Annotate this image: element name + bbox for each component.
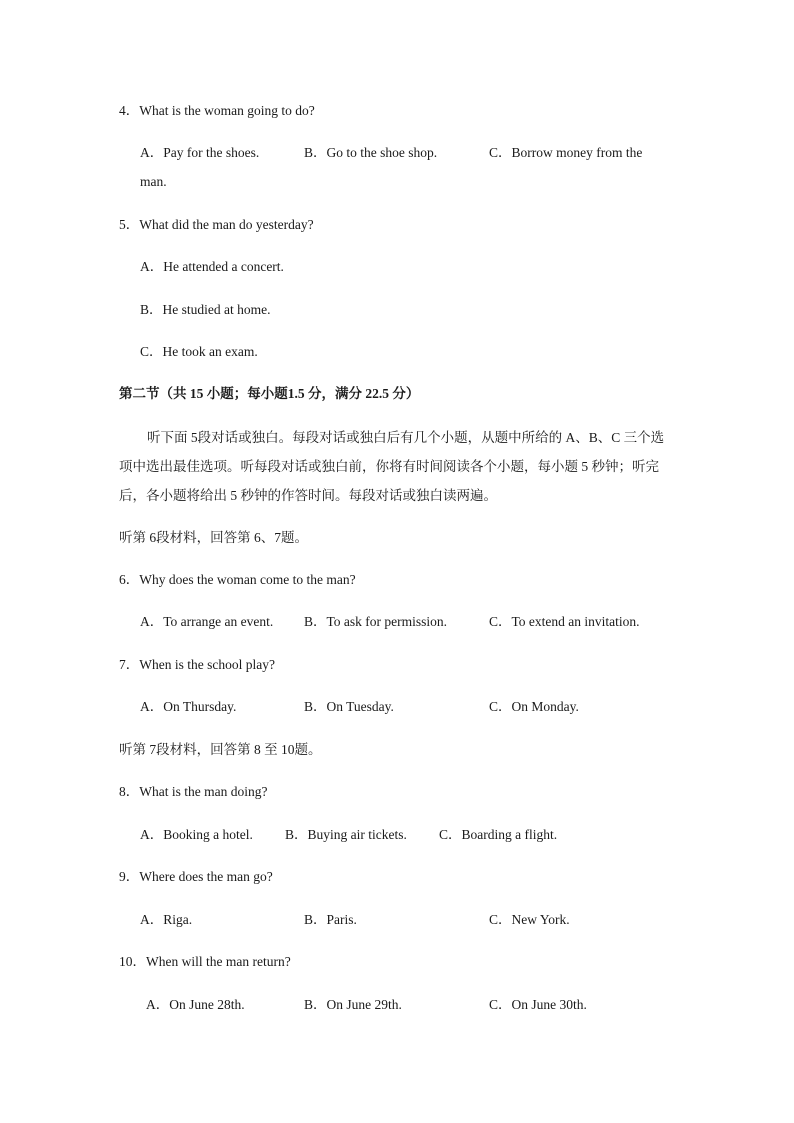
question-4-option-a: A．Pay for the shoes. [140, 145, 260, 160]
question-8-option-c: C．Boarding a flight. [439, 827, 558, 842]
question-4-option-c: C．Borrow money from the [489, 145, 643, 160]
question-4-stem: 4．What is the woman going to do? [119, 103, 315, 118]
material-6-heading: 听第 6段材料，回答第 6、7题。 [119, 530, 308, 545]
question-7-option-a: A．On Thursday. [140, 699, 237, 714]
question-5-option-c: C．He took an exam. [140, 344, 258, 359]
question-6-option-c: C．To extend an invitation. [489, 614, 640, 629]
material-7-heading: 听第 7段材料，回答第 8 至 10题。 [119, 742, 322, 757]
question-9-stem: 9．Where does the man go? [119, 869, 273, 884]
question-9-option-a: A．Riga. [140, 912, 193, 927]
question-8-option-a: A．Booking a hotel. [140, 827, 253, 842]
question-10-stem: 10．When will the man return? [119, 954, 291, 969]
question-6-option-a: A．To arrange an event. [140, 614, 274, 629]
question-6-stem: 6．Why does the woman come to the man? [119, 572, 356, 587]
question-10-option-c: C．On June 30th. [489, 997, 587, 1012]
question-8-option-b: B．Buying air tickets. [285, 827, 407, 842]
question-5-option-a: A．He attended a concert. [140, 259, 284, 274]
question-8-stem: 8．What is the man doing? [119, 784, 268, 799]
question-10-option-a: A．On June 28th. [146, 997, 245, 1012]
section-2-instructions: 听下面 5段对话或独白。每段对话或独白后有几个小题，从题中所给的 A、B、C 三个选项中选出最佳选项。听每段对话或独白前，你将有时间阅读各个小题，每小题 5 秒钟；听完后，各小题将给出 5 秒钟的作答时间。每段对话或独白读两遍。 [119, 430, 665, 503]
question-4-option-c-continued: man. [140, 174, 167, 189]
question-7-option-c: C．On Monday. [489, 699, 579, 714]
question-4-option-b: B．Go to the shoe shop. [304, 145, 438, 160]
question-7-stem: 7．When is the school play? [119, 657, 275, 672]
section-2-heading: 第二节（共 15 小题；每小题1.5 分，满分 22.5 分） [119, 386, 420, 401]
question-9-option-b: B．Paris. [304, 912, 357, 927]
question-5-option-b: B．He studied at home. [140, 302, 271, 317]
question-5-stem: 5．What did the man do yesterday? [119, 217, 314, 232]
question-6-option-b: B．To ask for permission. [304, 614, 448, 629]
question-9-option-c: C．New York. [489, 912, 570, 927]
question-7-option-b: B．On Tuesday. [304, 699, 394, 714]
question-10-option-b: B．On June 29th. [304, 997, 402, 1012]
